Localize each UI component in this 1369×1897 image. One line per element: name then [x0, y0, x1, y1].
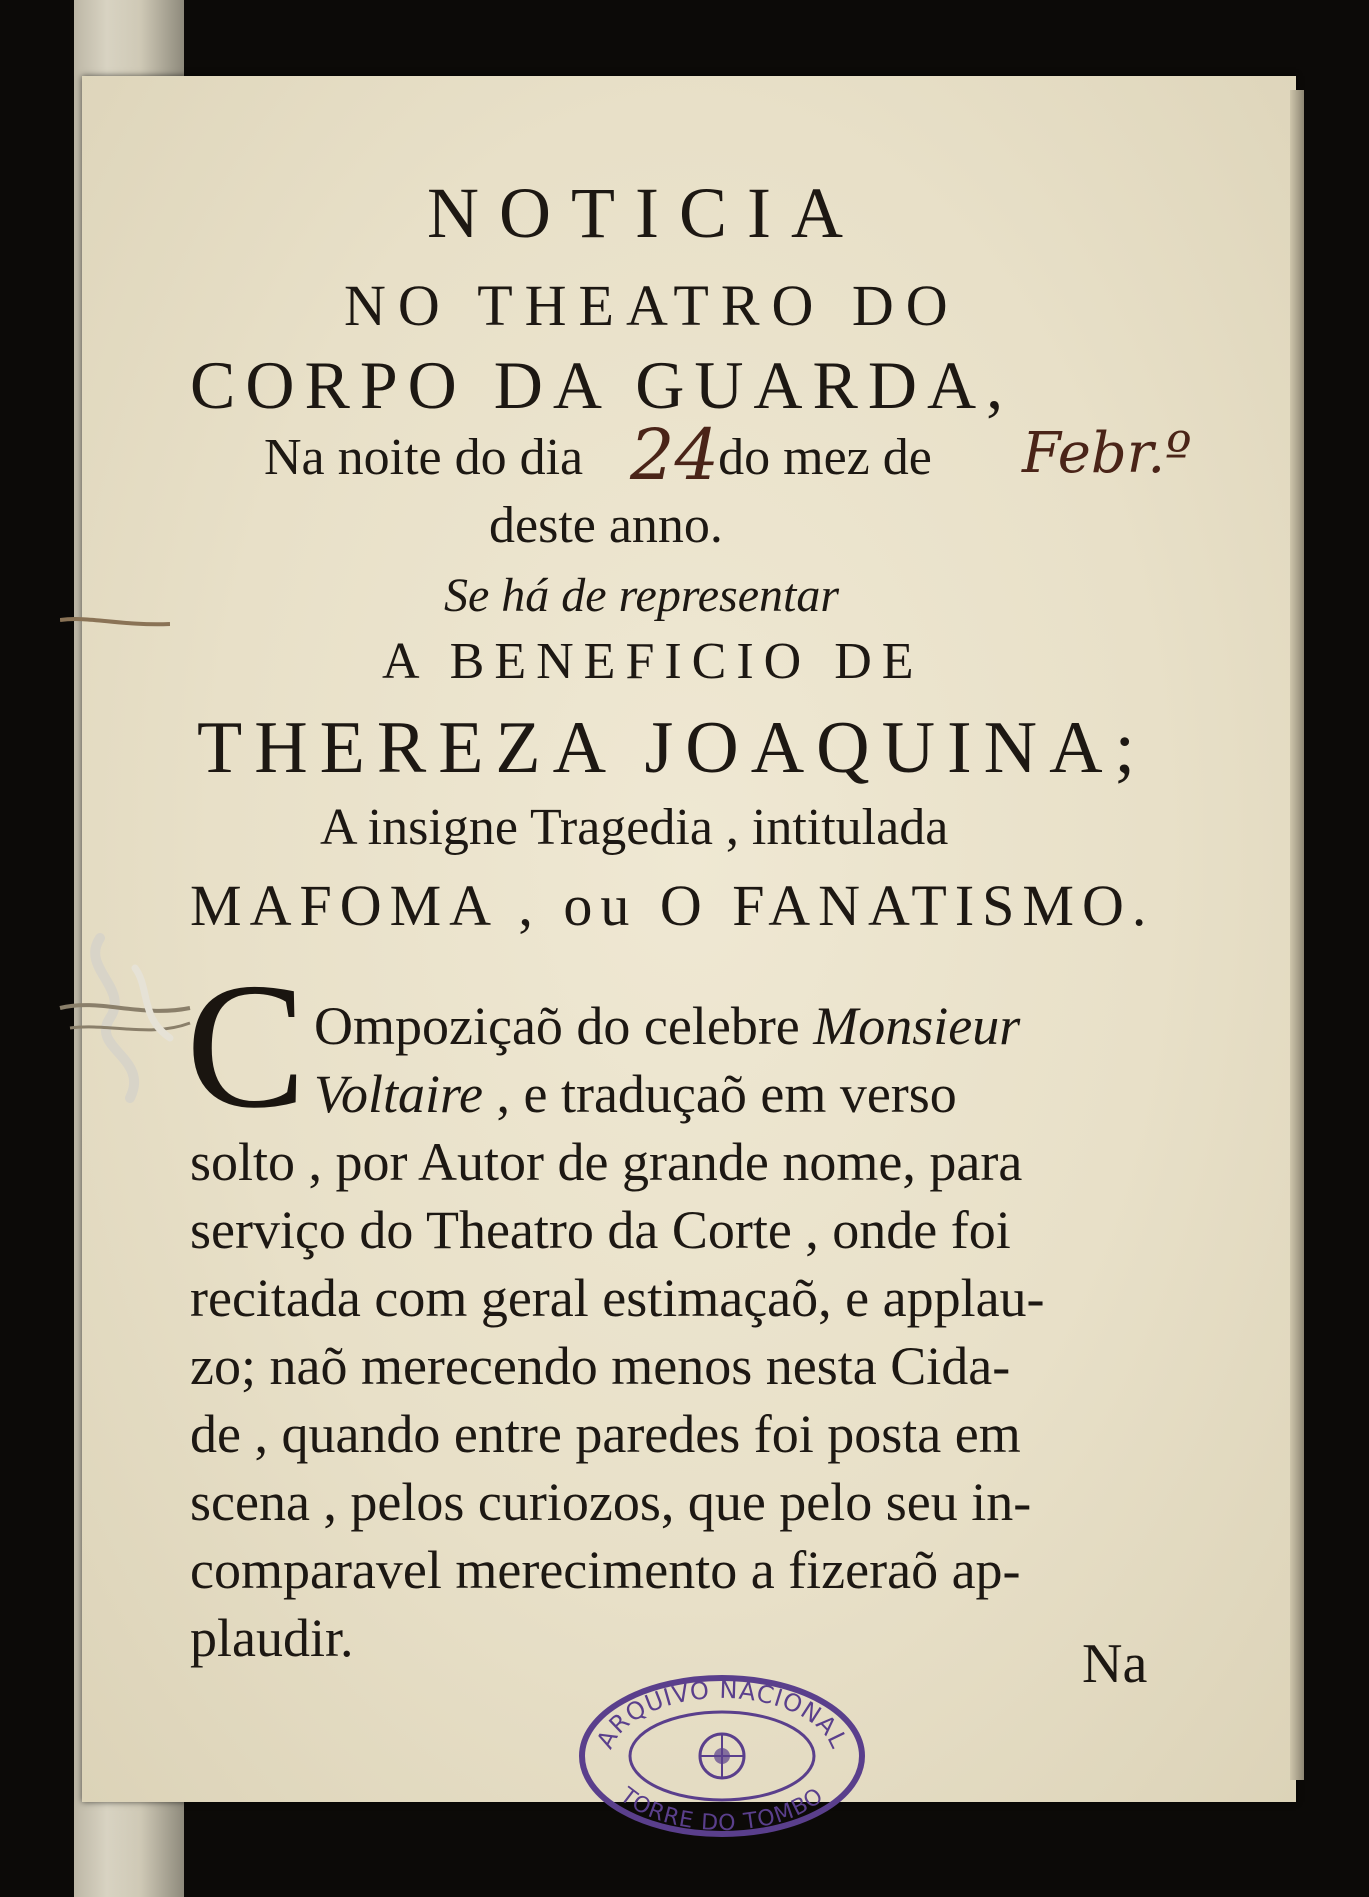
date-prefix: Na noite do dia [264, 429, 584, 486]
stamp-top-text: ARQUIVO NACIONAL [591, 1675, 854, 1753]
date-line [264, 428, 932, 487]
binding-cord-icon [60, 610, 170, 634]
body-line-6: zo; naõ merecendo menos nesta Cida- [190, 1336, 1011, 1396]
catchword: Na [1082, 1633, 1148, 1695]
handwritten-month: Febr.º [1022, 421, 1192, 486]
body-line-1 [314, 996, 1020, 1056]
body-line-1-italic: Monsieur [813, 996, 1021, 1056]
performance-intro: Se há de representar [444, 569, 840, 622]
body-line-9: comparavel merecimento a fizeraõ ap- [190, 1540, 1021, 1600]
body-line-10: plaudir. [190, 1608, 354, 1668]
document-page [82, 76, 1296, 1837]
stamp-bottom-text: TORRE DO TOMBO [615, 1783, 829, 1837]
tragedy-intro: A insigne Tragedia , intitulada [320, 799, 949, 856]
year-line: deste anno. [489, 497, 723, 554]
document-title: NOTICIA [427, 173, 863, 253]
binding-thread-icon [40, 928, 200, 1108]
theatre-line: NO THEATRO DO [344, 273, 960, 338]
body-line-1-text: Ompoziçaõ do celebre [314, 996, 814, 1056]
drop-cap: C [186, 946, 307, 1145]
body-line-8: scena , pelos curiozos, que pelo seu in- [190, 1472, 1032, 1532]
stamp-emblem-icon [700, 1734, 744, 1778]
body-line-2-text: , e traduçaõ em verso [483, 1064, 957, 1124]
handwritten-day: 24 [630, 414, 720, 496]
benefit-line: A BENEFICIO DE [382, 633, 924, 690]
body-line-2-italic: Voltaire [314, 1064, 483, 1124]
play-title: MAFOMA , ou O FANATISMO. [190, 873, 1155, 938]
body-line-3: solto , por Autor de grande nome, para [190, 1132, 1023, 1192]
beneficiary-name: THEREZA JOAQUINA; [197, 707, 1148, 789]
body-line-5: recitada com geral estimaçaõ, e applau- [190, 1268, 1045, 1328]
page-edge [1290, 90, 1304, 1780]
body-line-7: de , quando entre paredes foi posta em [190, 1404, 1021, 1464]
body-line-2 [314, 1064, 957, 1124]
body-line-4: serviço do Theatro da Corte , onde foi [190, 1200, 1011, 1260]
theatre-name-line: CORPO DA GUARDA, [190, 347, 1014, 423]
date-month-prefix: do mez de [718, 429, 932, 486]
archive-stamp [572, 1668, 872, 1838]
